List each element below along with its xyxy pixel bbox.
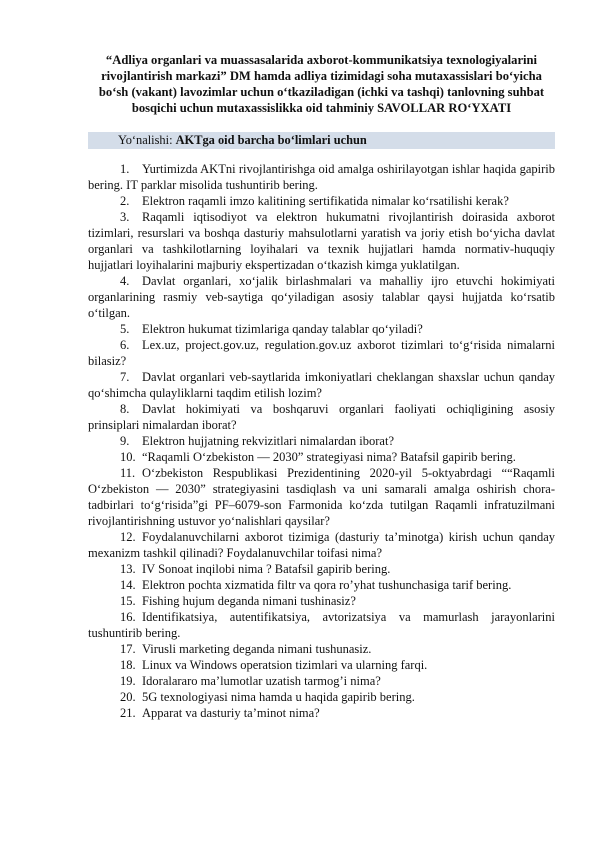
question-number: 17. xyxy=(120,642,136,656)
question-text: Identifikatsiya, autentifikatsiya, avtorizatsiya va mamurlash jarayonlarini tushuntirib bering. xyxy=(88,610,555,640)
question-text: Lex.uz, project.gov.uz, regulation.gov.uz axborot tizimlari to‘g‘risida nimalarni bilasiz? xyxy=(88,338,555,368)
question-text: Foydalanuvchilarni axborot tizimiga (dasturiy ta’minotga) kirish uchun qanday mexanizm tashkil qilinadi? Foydalanuvchilar toifasi nima? xyxy=(88,530,555,560)
question-item xyxy=(88,161,555,193)
question-text: Davlat hokimiyati va boshqaruvi organlari faoliyati ochiqligining asosiy prinsiplari nimalardan iborat? xyxy=(88,402,555,432)
question-item xyxy=(88,529,555,561)
section-bar xyxy=(88,132,555,149)
question-item xyxy=(88,561,555,577)
question-text: IV Sonoat inqilobi nima ? Batafsil gapirib bering. xyxy=(142,562,391,576)
document-title: “Adliya organlari va muassasalarida axborot-kommunikatsiya texnologiyalarini rivojlantirish markazi” DM hamda adliya tizimidagi soha mutaxassislari bo‘yicha bo‘sh (vakant) lavozimlar uchun o‘tkaziladigan (ichki va tashqi) tanlovning suhbat bosqichi uchun mutaxassislikka oid tahminiy SAVOLLAR RO‘YXATI xyxy=(98,53,545,115)
section-name: AKTga oid barcha bo‘limlari uchun xyxy=(175,133,367,147)
question-item xyxy=(88,433,555,449)
question-number: 5. xyxy=(120,322,130,336)
question-text: Elektron raqamli imzo kalitining sertifikatida nimalar ko‘rsatilishi kerak? xyxy=(142,194,509,208)
question-text: Apparat va dasturiy ta’minot nima? xyxy=(142,706,320,720)
question-item xyxy=(88,593,555,609)
question-number: 3. xyxy=(120,210,130,224)
question-number: 6. xyxy=(120,338,130,352)
question-item xyxy=(88,209,555,273)
question-text: Virusli marketing deganda nimani tushunasiz. xyxy=(142,642,372,656)
question-number: 21. xyxy=(120,706,136,720)
question-text: “Raqamli O‘zbekiston — 2030” strategiyasi nima? Batafsil gapirib bering. xyxy=(142,450,516,464)
question-text: Elektron pochta xizmatida filtr va qora ro’yhat tushunchasiga tarif bering. xyxy=(142,578,512,592)
question-number: 7. xyxy=(120,370,130,384)
question-item xyxy=(88,273,555,321)
question-text: Yurtimizda AKTni rivojlantirishga oid amalga oshirilayotgan ishlar haqida gapirib bering. IT parklar misolida tushuntirib bering. xyxy=(88,162,555,192)
question-number: 12. xyxy=(120,530,136,544)
question-number: 20. xyxy=(120,690,136,704)
question-item xyxy=(88,657,555,673)
question-text: 5G texnologiyasi nima hamda u haqida gapirib bering. xyxy=(142,690,415,704)
question-number: 10. xyxy=(120,450,136,464)
question-list xyxy=(88,161,555,721)
question-text: Davlat organlari, xo‘jalik birlashmalari va mahalliy ijro etuvchi hokimiyati organlarining rasmiy veb-saytiga qo‘yiladigan asosiy talablar qaysi hujjatda ko‘rsatib o‘tilgan. xyxy=(88,274,555,320)
question-text: O‘zbekiston Respublikasi Prezidentining 2020-yil 5-oktyabrdagi ““Raqamli O‘zbekiston — 2030” strategiyasini tasdiqlash va uni samarali amalga oshirish chora-tadbirlari to‘g‘risida”gi PF–6079-son Farmonida ko‘zda tutilgan Raqamli infratuzilmani rivojlantirishning ustuvor yo‘nalishlari qaysilar? xyxy=(88,466,555,528)
question-text: Elektron hukumat tizimlariga qanday talablar qo‘yiladi? xyxy=(142,322,423,336)
question-text: Fishing hujum deganda nimani tushinasiz? xyxy=(142,594,356,608)
question-item xyxy=(88,673,555,689)
question-number: 14. xyxy=(120,578,136,592)
question-number: 1. xyxy=(120,162,130,176)
question-text: Idoralararo ma’lumotlar uzatish tarmog’i nima? xyxy=(142,674,381,688)
question-number: 18. xyxy=(120,658,136,672)
question-item xyxy=(88,641,555,657)
question-text: Davlat organlari veb-saytlarida imkoniyatlari cheklangan shaxslar uchun qanday qo‘shimcha qulayliklarni taqdim etilish lozim? xyxy=(88,370,555,400)
question-item xyxy=(88,577,555,593)
question-item xyxy=(88,609,555,641)
question-number: 4. xyxy=(120,274,130,288)
question-number: 16. xyxy=(120,610,136,624)
question-item xyxy=(88,401,555,433)
question-item xyxy=(88,193,555,209)
question-number: 19. xyxy=(120,674,136,688)
question-item xyxy=(88,321,555,337)
section-prefix: Yo‘nalishi: xyxy=(118,133,176,147)
question-item xyxy=(88,689,555,705)
question-number: 8. xyxy=(120,402,130,416)
question-item xyxy=(88,705,555,721)
question-text: Raqamli iqtisodiyot va elektron hukumatni rivojlantirish doirasida axborot tizimlari, resurslari va boshqa dasturiy mahsulotlarni yaratish va joriy etish bo‘yicha davlat organlari va tashkilotlarning loyihalari va texnik hujjatlari hamda normativ-huquqiy hujjatlari loyihalarini majburiy ekspertizadan o‘tkazish kimga yuklatilgan. xyxy=(88,210,555,272)
document-page xyxy=(88,52,555,721)
question-number: 11. xyxy=(120,466,136,480)
question-item xyxy=(88,369,555,401)
question-item xyxy=(88,465,555,529)
question-number: 2. xyxy=(120,194,130,208)
question-text: Elektron hujjatning rekvizitlari nimalardan iborat? xyxy=(142,434,394,448)
question-item xyxy=(88,337,555,369)
question-number: 15. xyxy=(120,594,136,608)
question-item xyxy=(88,449,555,465)
question-text: Linux va Windows operatsion tizimlari va ularning farqi. xyxy=(142,658,428,672)
question-number: 9. xyxy=(120,434,130,448)
question-number: 13. xyxy=(120,562,136,576)
